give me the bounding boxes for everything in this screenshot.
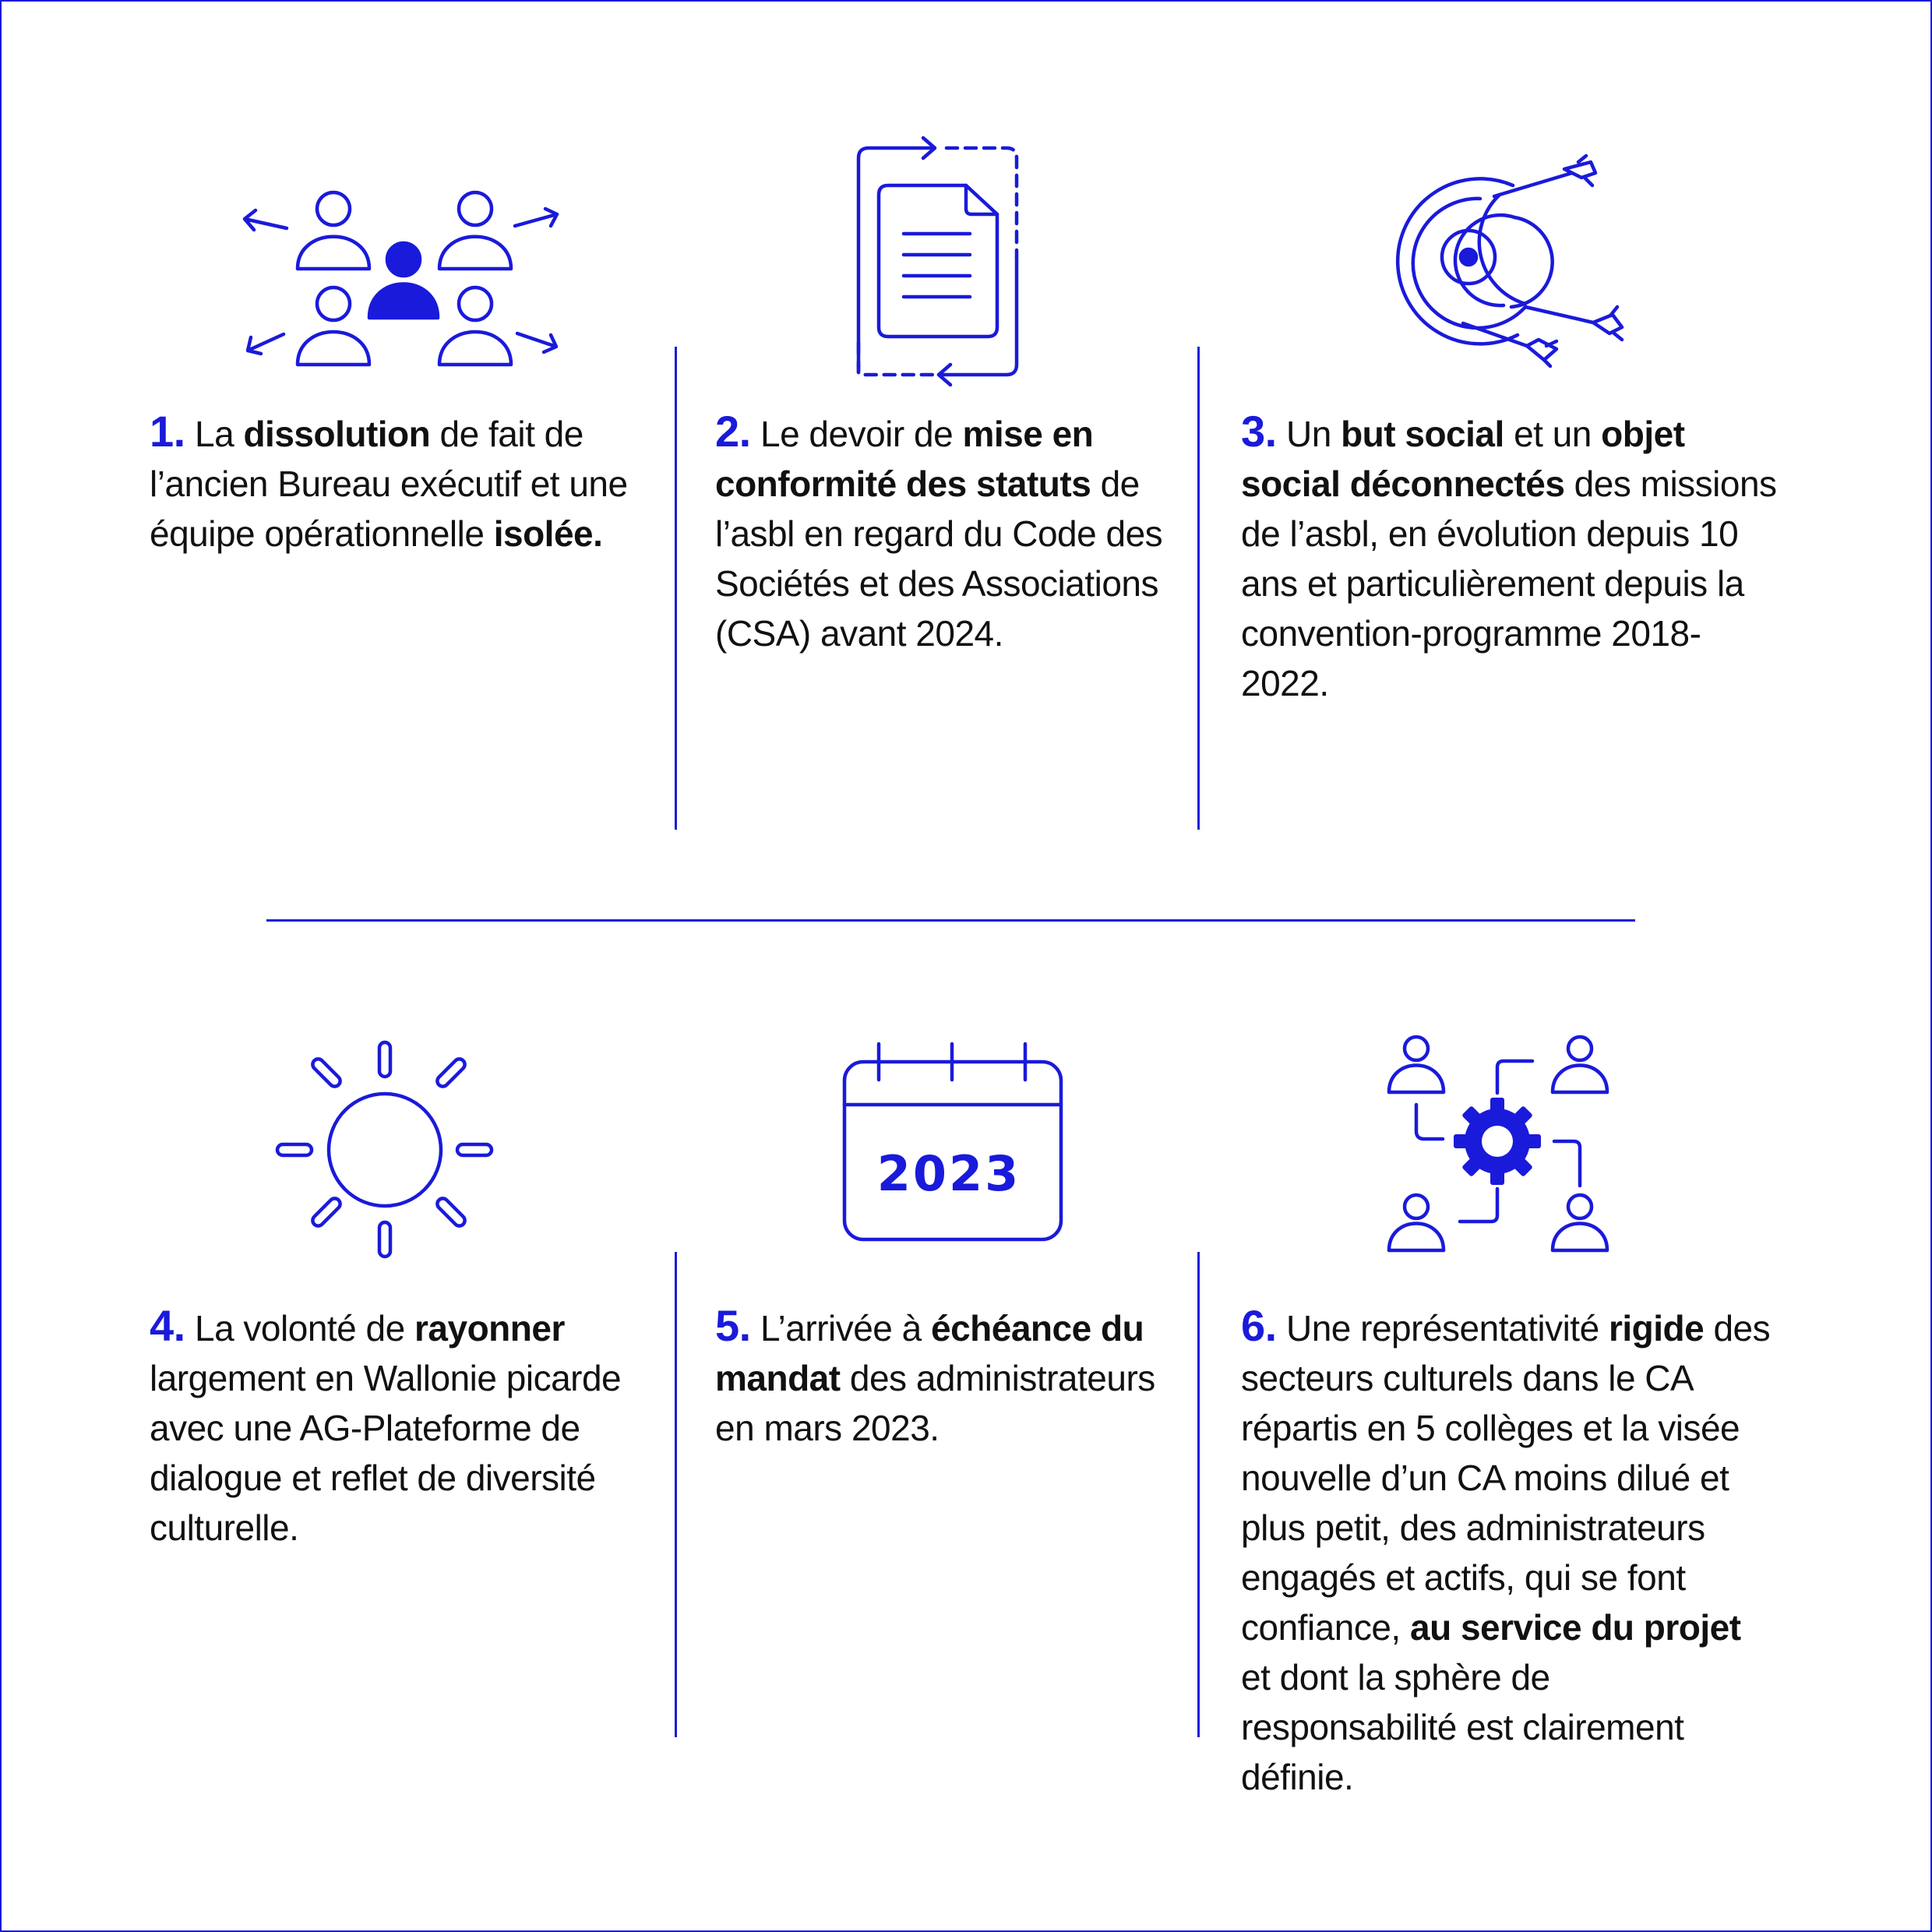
column-divider xyxy=(675,347,677,830)
column-divider xyxy=(1197,347,1200,830)
document-cycle-icon xyxy=(849,132,1028,390)
item-emphasis: rigide xyxy=(1608,1308,1705,1349)
item-text-run: de fait de l’ancien Bureau exécutif et une équipe opérationnelle xyxy=(150,414,628,554)
item-5-text xyxy=(715,1301,1183,1453)
item-text-run: et un xyxy=(1504,414,1602,454)
item-emphasis: isolée. xyxy=(493,513,603,554)
item-number: 5. xyxy=(715,1301,751,1350)
item-number: 4. xyxy=(150,1301,185,1350)
column-divider xyxy=(675,1252,677,1737)
item-emphasis: dissolution xyxy=(243,414,431,454)
item-emphasis: échéance du mandat xyxy=(715,1308,1144,1398)
people-gear-icon xyxy=(1379,1021,1620,1262)
item-text-run: L’arrivée à xyxy=(750,1308,931,1349)
calendar-year: 2023 xyxy=(876,1145,1021,1202)
item-3-text xyxy=(1241,407,1786,708)
item-emphasis: mise en conformité des statuts xyxy=(715,414,1094,504)
item-emphasis: objet social déconnectés xyxy=(1241,414,1685,504)
item-emphasis: au service du projet xyxy=(1409,1607,1741,1648)
item-number: 3. xyxy=(1241,407,1277,456)
item-number: 2. xyxy=(715,407,751,456)
item-text-run: des secteurs culturels dans le CA répartis en 5 collèges et la visée nouvelle d’un CA moins dilué et plus petit, des administrateurs engagés et actifs, qui se font confiance, xyxy=(1241,1308,1771,1648)
item-text-run: Un xyxy=(1276,414,1341,454)
item-text-run: La xyxy=(185,414,244,454)
item-text-run: Une représentativité xyxy=(1276,1308,1609,1349)
sun-icon xyxy=(265,1028,506,1270)
item-text-run: La volonté de xyxy=(185,1308,414,1349)
item-2-text xyxy=(715,407,1183,658)
item-1-text xyxy=(150,407,648,559)
row-divider xyxy=(266,919,1635,922)
item-text-run: de l’asbl en regard du Code des Sociétés et des Associations (CSA) avant 2024. xyxy=(715,464,1163,654)
item-emphasis: rayonner xyxy=(414,1308,565,1349)
item-text-run: des missions de l’asbl, en évolution depuis 10 ans et particulièrement depuis la convention-programme 2018-2022. xyxy=(1241,464,1777,703)
item-emphasis: but social xyxy=(1341,414,1504,454)
calendar-icon xyxy=(834,1036,1067,1246)
item-number: 6. xyxy=(1241,1301,1277,1350)
item-6-text xyxy=(1241,1301,1771,1802)
item-text-run: Le devoir de xyxy=(750,414,963,454)
item-number: 1. xyxy=(150,407,185,456)
item-text-run: des administrateurs en mars 2023. xyxy=(715,1358,1155,1448)
item-4-text xyxy=(150,1301,640,1553)
target-arrows-icon xyxy=(1394,148,1628,374)
item-text-run: largement en Wallonie picarde avec une AG-Plateforme de dialogue et reflet de diversité culturelle. xyxy=(150,1358,622,1548)
item-text-run: et dont la sphère de responsabilité est clairement définie. xyxy=(1241,1657,1684,1797)
team-dispersion-icon xyxy=(234,179,569,374)
column-divider xyxy=(1197,1252,1200,1737)
